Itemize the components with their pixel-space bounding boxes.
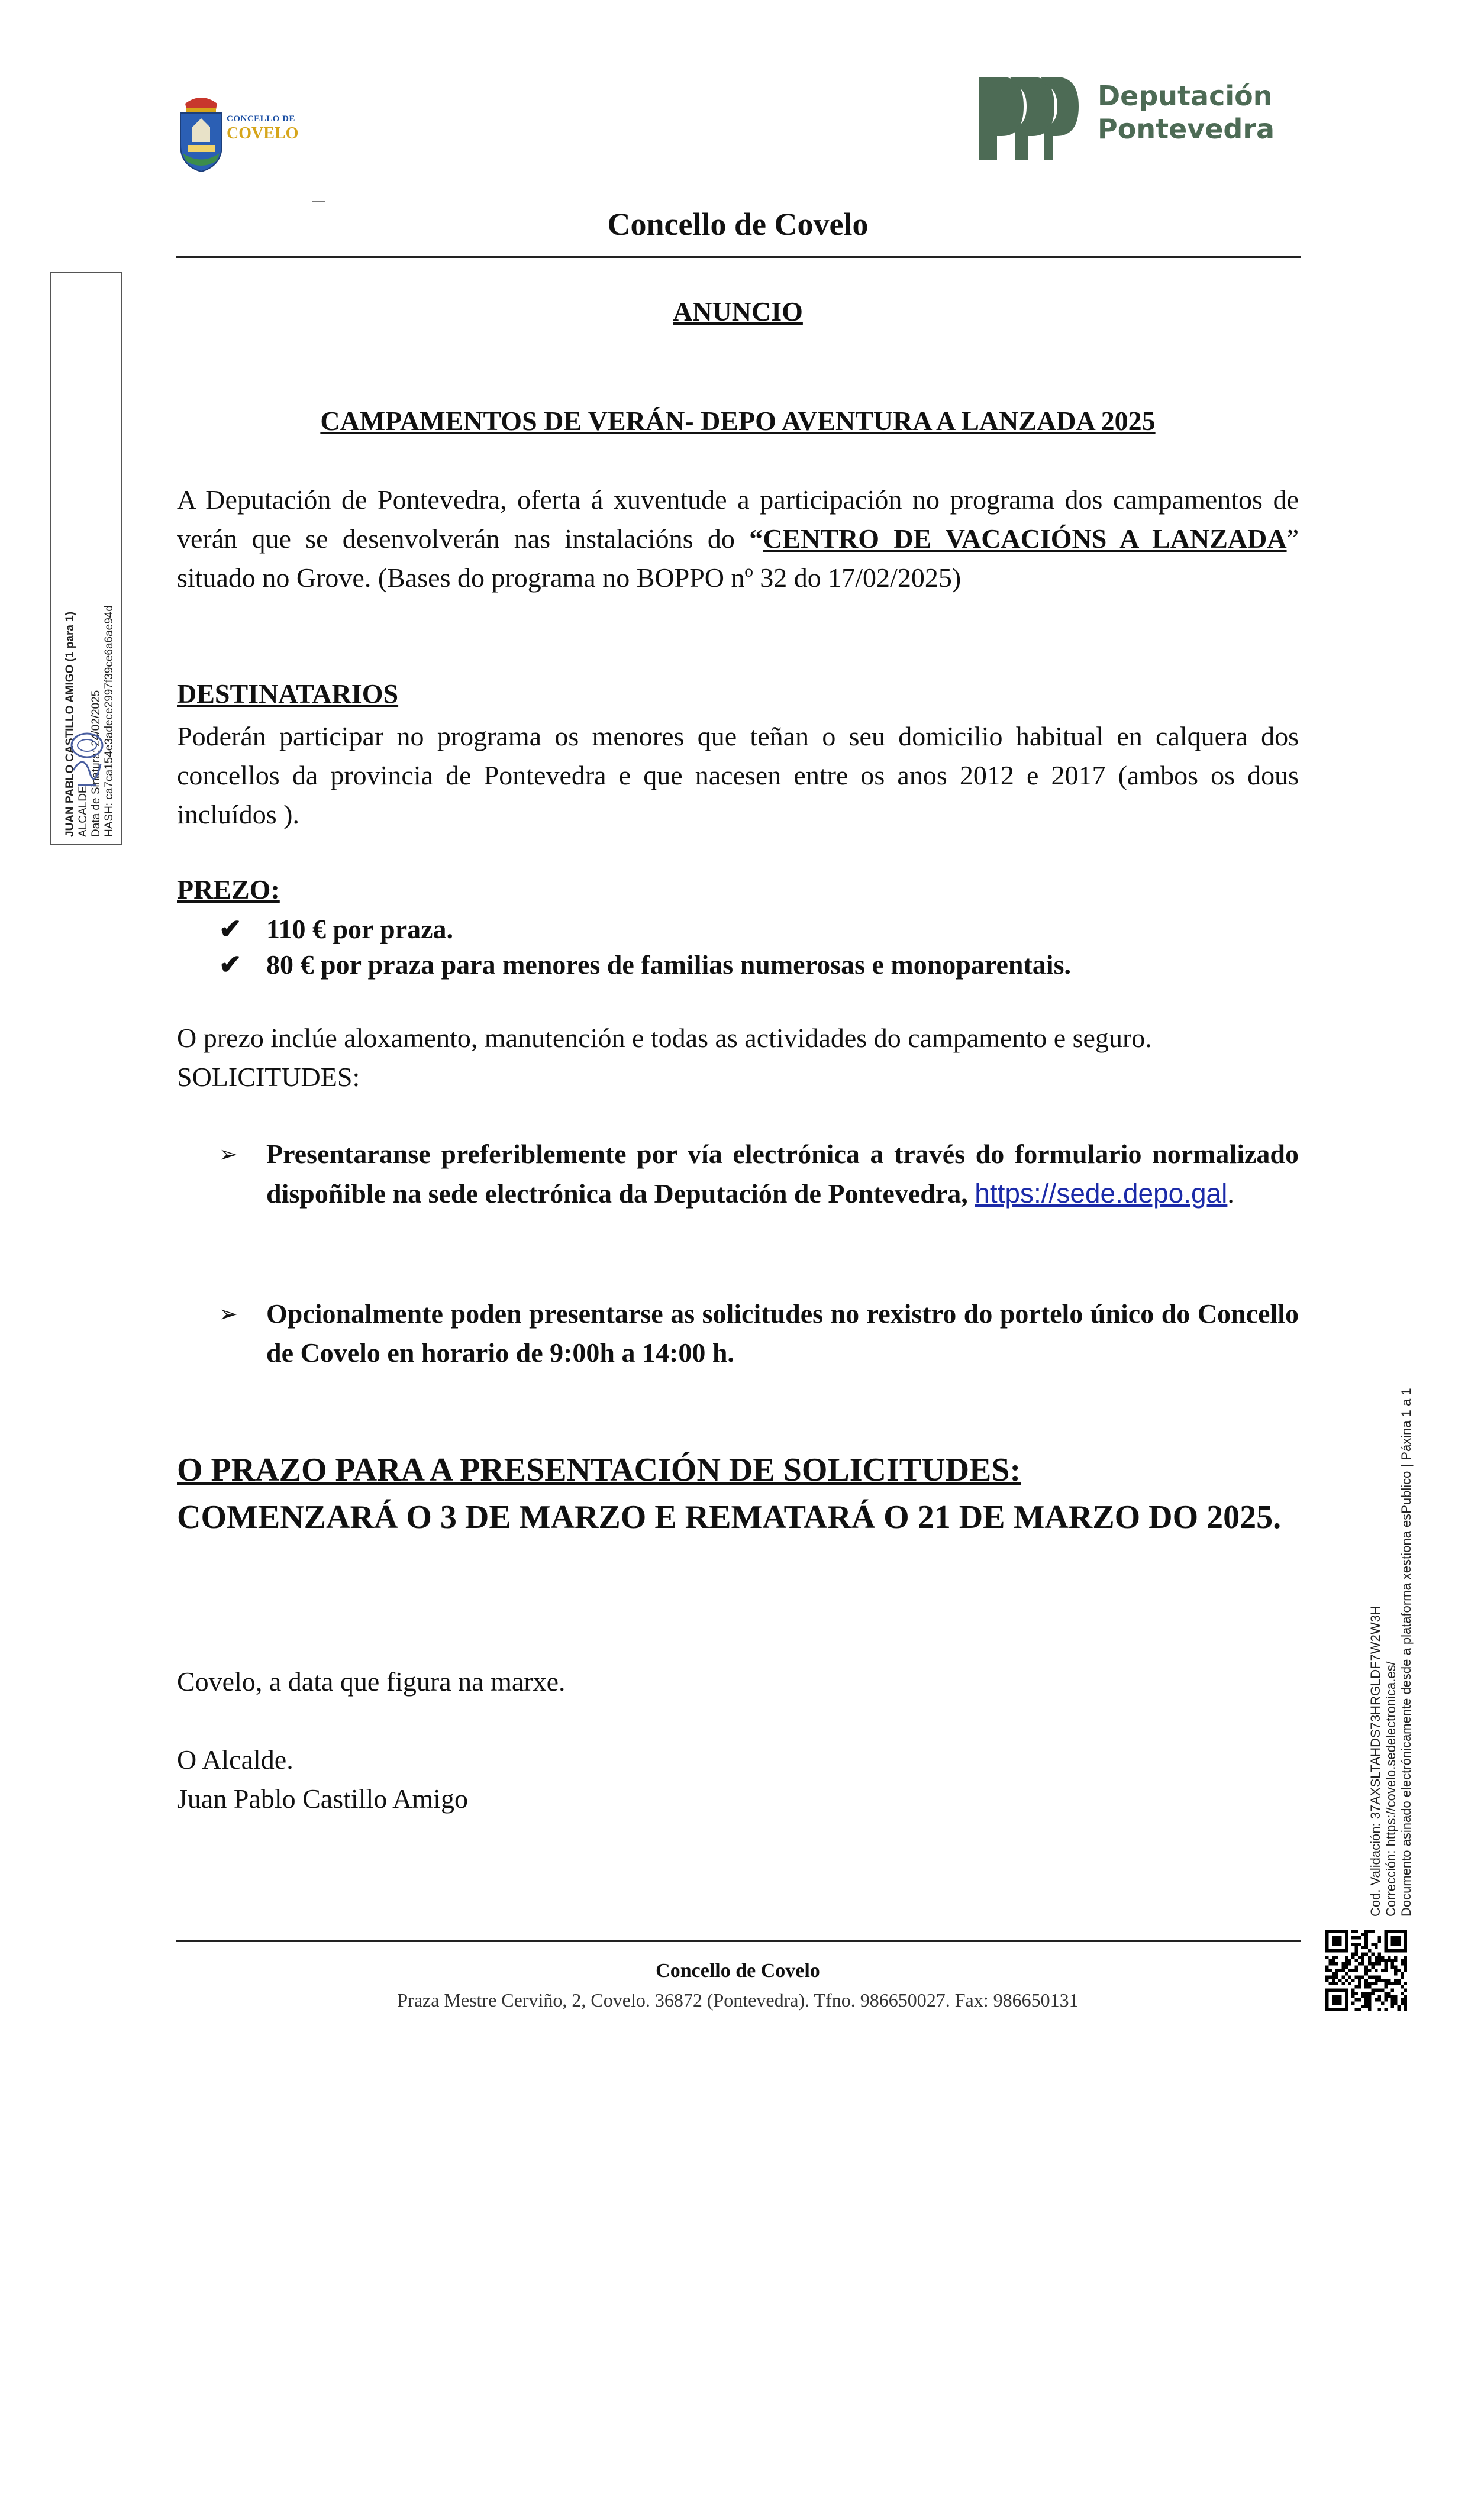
deputacion-logo-line2: Pontevedra <box>1098 113 1275 145</box>
announcement-subject: CAMPAMENTOS DE VERÁN- DEPO AVENTURA A LANZADA 2025 <box>320 406 1156 436</box>
solicitudes-item2-text: Opcionalmente poden presentarse as solicitudes no rexistro do portelo único do Concello de Covelo en horario de 9:00h a 14:00 h. <box>266 1298 1299 1368</box>
signature-stamp-icon <box>66 729 108 794</box>
arrow-bullet-icon: ➢ <box>219 1141 238 1167</box>
deadline-line1: O PRAZO PARA A PRESENTACIÓN DE SOLICITUDES: <box>177 1452 1021 1488</box>
covelo-logo-line1: CONCELLO DE <box>227 114 295 124</box>
deputacion-logo <box>979 71 1287 166</box>
solicitudes-item1-text: Presentaranse preferiblemente por vía electrónica a través do formulario normalizado dispoñible na sede electrónica da Deputación de Pontevedra, <box>266 1139 1299 1209</box>
page-title: Concello de Covelo <box>607 206 869 242</box>
arrow-bullet-icon: ➢ <box>219 1301 238 1327</box>
intro-highlight: CENTRO DE VACACIÓNS A LANZADA <box>763 524 1287 554</box>
solicitudes-heading: SOLICITUDES: <box>177 1062 360 1092</box>
closing-place-date: Covelo, a data que figura na marxe. <box>177 1666 566 1697</box>
deadline-line2: COMENZARÁ O 3 DE MARZO E REMATARÁ O 21 DE MARZO DO 2025. <box>177 1499 1282 1536</box>
footer-title: Concello de Covelo <box>656 1960 820 1982</box>
solicitudes-item1-end: . <box>1227 1178 1234 1209</box>
intro-paragraph <box>177 480 1299 597</box>
destinatarios-text: Poderán participar no programa os menores que teñan o seu domicilio habitual en calquera dos concellos da provincia de Pontevedra e que nacesen entre os anos 2012 e 2017 (ambos os dous incluídos ). <box>177 721 1299 829</box>
deputacion-mark-icon <box>979 71 1080 166</box>
closing-name: Juan Pablo Castillo Amigo <box>177 1784 468 1814</box>
qr-code-icon <box>1325 1930 1407 2011</box>
signature-hash: HASH: ca7ca154e3adece2997f39ce6a6ae94d <box>103 605 115 837</box>
tiny-mark-icon <box>312 199 325 204</box>
price-item <box>219 946 1071 983</box>
covelo-logo <box>175 92 328 175</box>
prezo-heading: PREZO: <box>177 874 280 904</box>
validation-text <box>1368 1388 1414 1917</box>
solicitudes-item-electronic <box>219 1135 1299 1213</box>
price-item <box>219 911 453 948</box>
price-item-text: 80 € por praza para menores de familias numerosas e monoparentais. <box>266 949 1071 980</box>
footer-address: Praza Mestre Cerviño, 2, Covelo. 36872 (Pontevedra). Tfno. 986650027. Fax: 986650131 <box>397 1989 1079 2011</box>
signature-role: ALCALDE <box>77 786 89 837</box>
validation-code: Cod. Validación: 37AXSLTAHDS73HRGLDF7W2W3H <box>1368 1605 1383 1917</box>
price-includes: O prezo inclúe aloxamento, manutención e todas as actividades do campamento e seguro. <box>177 1023 1152 1053</box>
covelo-logo-line2: COVELO <box>227 124 299 143</box>
checkmark-icon: ✔ <box>219 949 242 980</box>
footer-rule <box>176 1940 1301 1942</box>
announcement-label: ANUNCIO <box>673 296 803 327</box>
intro-text-before: A Deputación de Pontevedra, oferta á xuventude a participación no programa dos campamentos de verán que se desenvolverán nas instalacións do <box>177 484 1299 554</box>
signature-name: JUAN PABLO CASTILLO AMIGO (1 para 1) <box>64 611 76 837</box>
signature-date: Data de Sinatura: 24/02/2025 <box>90 690 102 837</box>
deputacion-logo-line1: Deputación <box>1098 80 1273 112</box>
signature-box <box>50 272 122 845</box>
covelo-shield-icon <box>175 92 228 175</box>
intro-quote-close: ” <box>1286 524 1299 554</box>
price-item-text: 110 € por praza. <box>266 914 454 944</box>
checkmark-icon: ✔ <box>219 914 242 944</box>
closing-role: O Alcalde. <box>177 1744 293 1775</box>
solicitudes-item-in-person <box>219 1294 1299 1372</box>
deadline-block <box>177 1446 1301 1541</box>
header-rule <box>176 256 1301 258</box>
intro-quote-open: “ <box>749 524 763 554</box>
validation-verification: Corrección: https://covelo.sedelectronica.es/ <box>1383 1661 1398 1917</box>
validation-note: Documento asinado electrónicamente desde a plataforma xestiona esPublico | Páxina 1 a 1 <box>1399 1388 1414 1917</box>
intro-text-after: situado no Grove. (Bases do programa no BOPPO nº 32 do 17/02/2025) <box>177 563 962 593</box>
signature-text <box>64 605 116 837</box>
destinatarios-heading: DESTINATARIOS <box>177 679 399 709</box>
sede-link[interactable]: https://sede.depo.gal <box>975 1178 1228 1209</box>
